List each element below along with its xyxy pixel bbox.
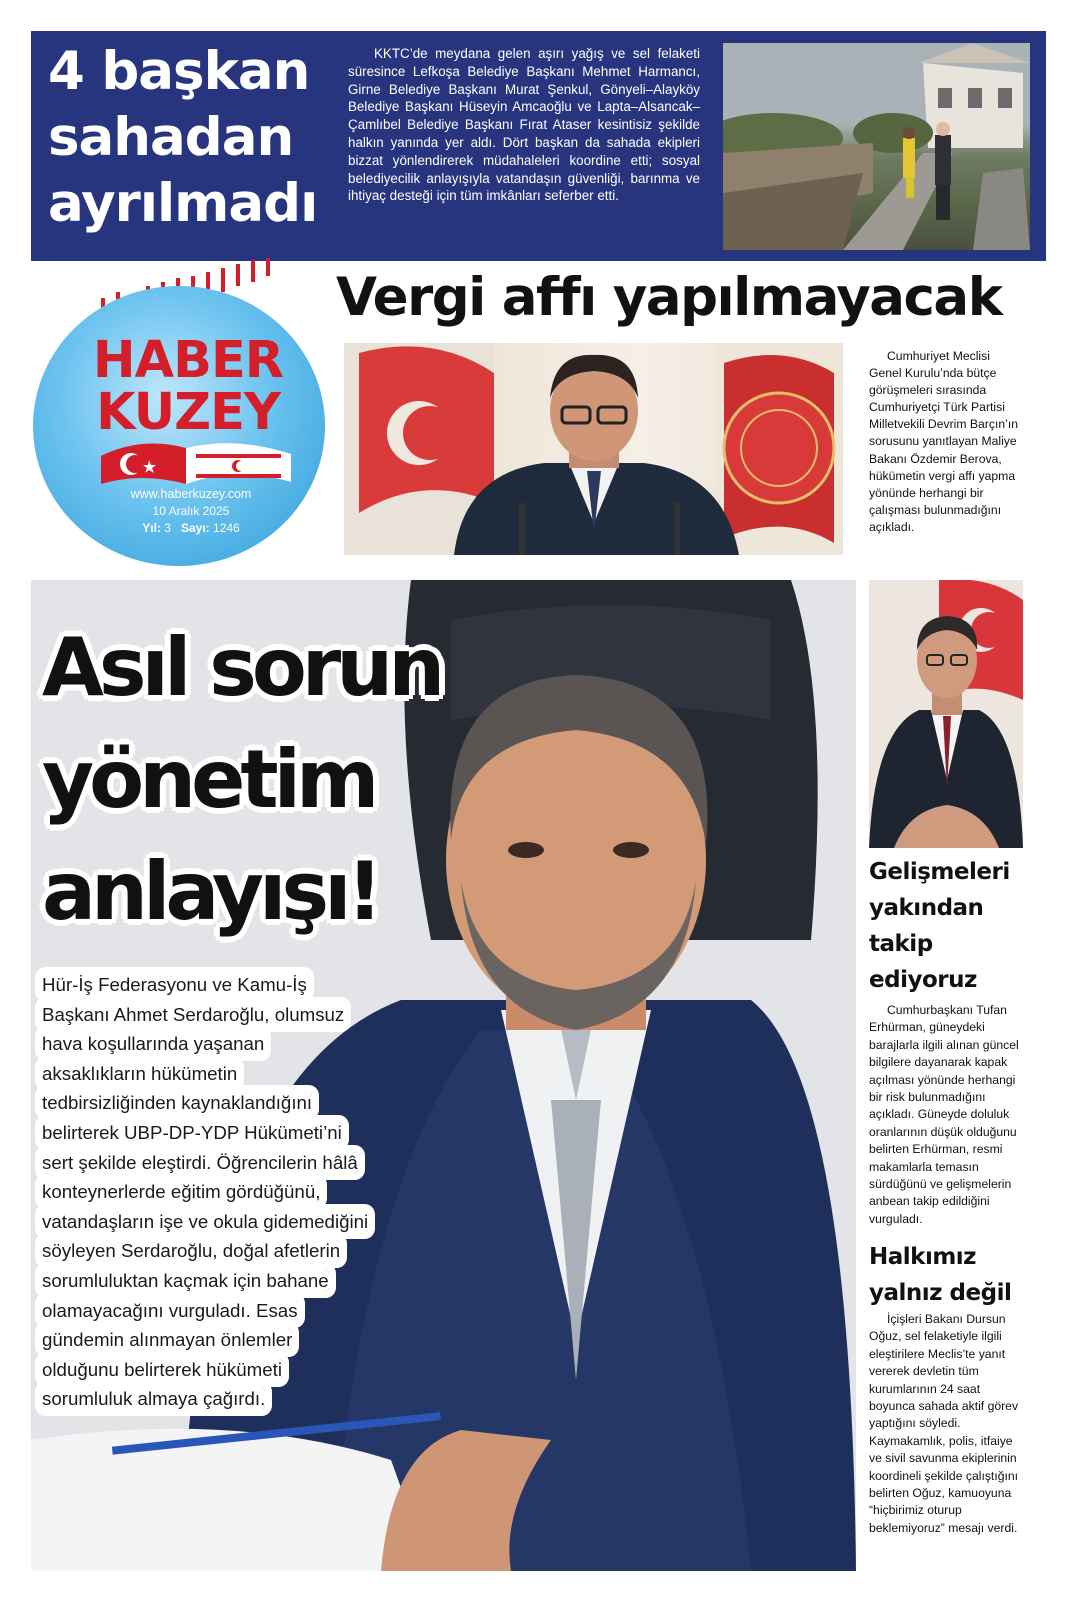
- lead-headline-line: Asıl sorun: [42, 621, 441, 714]
- logo-name-haber: HABER: [92, 331, 284, 390]
- website-url[interactable]: www.haberkuzey.com: [130, 487, 252, 501]
- banner-headline[interactable]: [48, 39, 348, 237]
- banner-headline-line: sahadan: [48, 107, 294, 168]
- lead-headline-line: yönetim: [42, 733, 375, 826]
- flags-graphic: [101, 436, 291, 486]
- year-value: 3: [164, 521, 171, 535]
- banner-story-text: KKTC’de meydana gelen aşırı yağış ve sel felaketi süresince Lefkoşa Belediye Başkanı Mehmet Harmancı, Girne Belediye Başkanı Murat Şenkul, Gönyeli–Alayköy Belediye Başkanı Hüseyin Amcaoğlu ve Lapta–Alsancak–Çamlıbel Belediye Başkanı Fırat Ataser kesintisiz şekilde halkın yanında yer aldı. Dört başkan da sahada ekipleri bizzat yönlendirerek müdahaleleri koordine etti; sosyal belediyecilik anlayışıyla vatandaşın güvenliği, barınma ve ihtiyaç desteği için tüm imkânları seferber etti.: [348, 46, 700, 204]
- lead-story-box: [42, 970, 372, 1414]
- president-photo[interactable]: [869, 580, 1023, 848]
- side-story1-text: Cumhurbaşkanı Tufan Erhürman, güneydeki barajlarla ilgili alınan güncel bilgilere dayanarak kapak açılması yönünde herhangi bir risk bulunmadığını açıkladı. Güneyde doluluk oranlarının düşük olduğunu belirten Erhürman, resmi makamlarla temasın sürdüğünü ve gelişmelerin anbean takip edildiğini vurguladı.: [869, 1003, 1019, 1226]
- issue-label: Sayı:: [180, 521, 210, 535]
- lead-story-text: Hür-İş Federasyonu ve Kamu-İş Başkanı Ahmet Serdaroğlu, olumsuz hava koşullarında yaşanan aksaklıkların hükümetin tedbirsizliğinden kaynaklandığını belirterek UBP-DP-YDP Hükümeti’ni sert şekilde eleştirdi. Öğrencilerin hâlâ konteynerlerde eğitim gördüğünü, vatandaşların işe ve okula gidemediğini söyleyen Serdaroğlu, doğal afetlerin sorumluluktan kaçmak için bahane olamayacağını vurguladı. Esas gündemin alınmayan önlemler olduğunu belirterek hükümeti sorumluluk almaya çağırdı.: [42, 974, 369, 1410]
- president-photo-illustration: [869, 580, 1023, 848]
- logo-name-kuzey: KUZEY: [96, 383, 280, 442]
- banner-headline-line: ayrılmadı: [48, 173, 318, 234]
- side-story2-headline[interactable]: Halkımız yalnız değil: [869, 1244, 1012, 1306]
- banner-headline-line: 4 başkan: [48, 41, 310, 102]
- side-story2-text: İçişleri Bakanı Dursun Oğuz, sel felaketiyle ilgili eleştirilere Meclis’te yanıt vererek devletin tüm kurumlarının 24 saat boyunca sahada aktif görev yaptığını söyledi. Kaymakamlık, polis, itfaiye ve sivil savunma ekiplerinin koordineli şekilde çalıştığını belirten Oğuz, kamuoyuna “hiçbirimiz oturup beklemiyoruz” mesajı verdi.: [869, 1312, 1019, 1535]
- lead-headline-line: anlayışı!: [42, 845, 378, 938]
- flood-photo[interactable]: [723, 43, 1030, 250]
- minister-photo[interactable]: [344, 343, 843, 555]
- issue-info: [91, 521, 291, 535]
- lead-headline[interactable]: [42, 612, 502, 948]
- year-label: Yıl:: [142, 521, 161, 535]
- issue-value: 1246: [213, 521, 240, 535]
- vergi-story-text: Cumhuriyet Meclisi Genel Kurulu’nda bütçe görüşmeleri sırasında Cumhuriyetçi Türk Partisi Milletvekili Devrim Barçın’ın sorusunu yanıtlayan Maliye Bakanı Özdemir Berova, hükümetin vergi affı yapma yönünde herhangi bir çalışması bulunmadığını açıkladı.: [869, 349, 1018, 534]
- side-story1-headline[interactable]: Gelişmeleri yakından takip ediyoruz: [869, 859, 1010, 993]
- issue-date: 10 Aralık 2025: [152, 504, 230, 518]
- masthead-logo[interactable]: [31, 258, 331, 568]
- vergi-headline[interactable]: Vergi affı yapılmayacak: [336, 267, 1002, 328]
- lead-story-paragraph: [42, 970, 372, 1414]
- top-banner: [31, 31, 1046, 261]
- flood-photo-illustration: [723, 43, 1030, 250]
- minister-photo-illustration: [344, 343, 843, 555]
